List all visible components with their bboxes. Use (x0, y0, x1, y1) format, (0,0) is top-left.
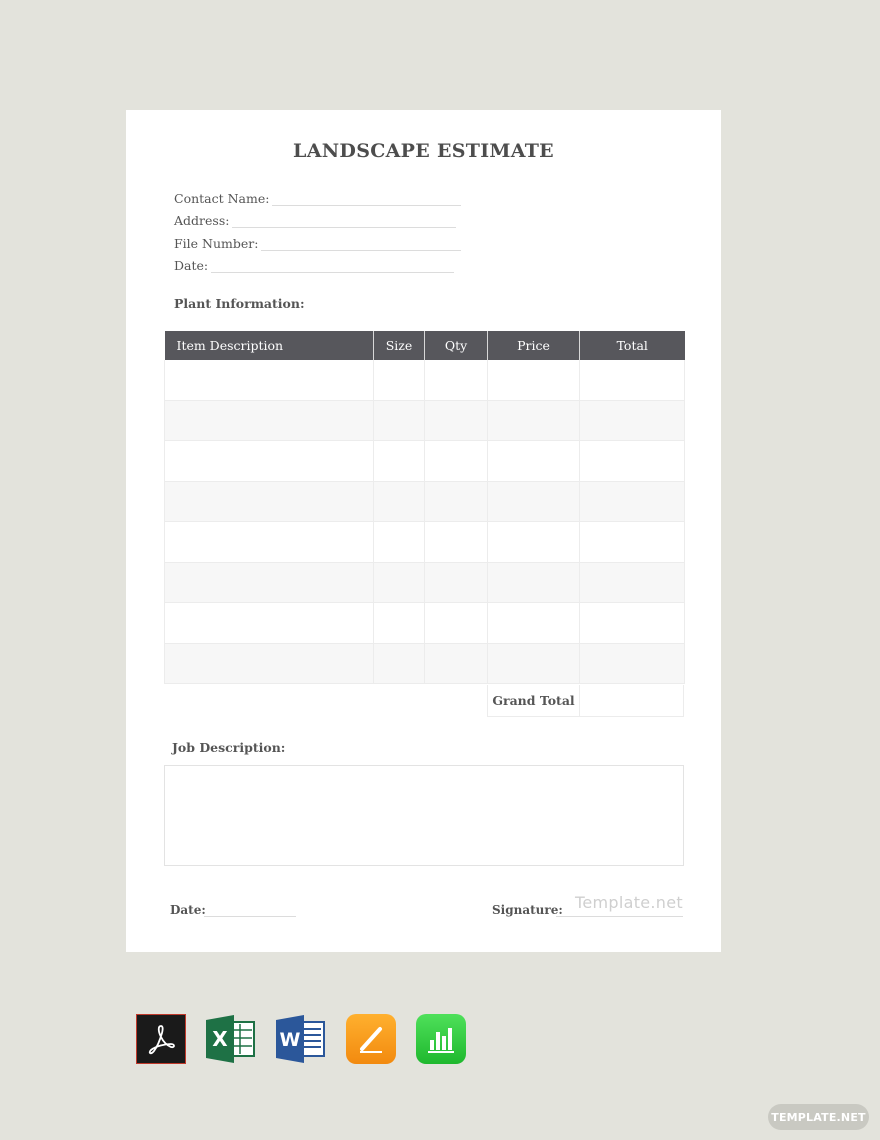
pages-pen-icon (354, 1022, 388, 1056)
date-field[interactable] (174, 255, 454, 273)
table-cell[interactable] (374, 441, 425, 482)
table-cell[interactable] (165, 400, 374, 441)
header-item-description: Item Description (165, 331, 374, 360)
table-cell[interactable] (580, 400, 685, 441)
table-cell[interactable] (425, 441, 488, 482)
table-cell[interactable] (165, 481, 374, 522)
table-cell[interactable] (374, 603, 425, 644)
document-page (126, 110, 721, 952)
table-cell[interactable] (488, 603, 580, 644)
contact-name-line[interactable] (272, 191, 461, 206)
table-cell[interactable] (488, 522, 580, 563)
table-cell[interactable] (488, 643, 580, 684)
table-row (165, 360, 685, 400)
table-cell[interactable] (488, 441, 580, 482)
template-net-watermark: Template.net (575, 893, 683, 912)
table-row (165, 643, 685, 684)
footer-date-label: Date: (170, 903, 206, 917)
document-title: LANDSCAPE ESTIMATE (293, 140, 554, 162)
apple-pages-icon[interactable] (346, 1014, 396, 1064)
table-header-row (165, 331, 685, 360)
table-cell[interactable] (488, 360, 580, 400)
table-cell[interactable] (165, 603, 374, 644)
header-price: Price (488, 331, 580, 360)
table-cell[interactable] (165, 522, 374, 563)
table-cell[interactable] (165, 360, 374, 400)
table-row (165, 562, 685, 603)
table-row (165, 603, 685, 644)
date-label: Date: (174, 258, 209, 273)
table-cell[interactable] (425, 643, 488, 684)
footer-date-line[interactable] (204, 915, 296, 917)
microsoft-word-icon[interactable] (276, 1014, 326, 1064)
contact-name-field[interactable] (174, 188, 461, 206)
table-cell[interactable] (425, 603, 488, 644)
date-line[interactable] (211, 258, 454, 273)
contact-name-label: Contact Name: (174, 191, 270, 206)
format-icons (136, 1014, 466, 1064)
table-cell[interactable] (488, 481, 580, 522)
job-description-label: Job Description: (172, 740, 286, 755)
address-field[interactable] (174, 210, 456, 228)
template-net-badge[interactable]: TEMPLATE.NET (768, 1104, 869, 1130)
word-glyph-icon (276, 1014, 326, 1064)
table-cell[interactable] (425, 562, 488, 603)
table-cell[interactable] (374, 522, 425, 563)
table-cell[interactable] (374, 643, 425, 684)
table-cell[interactable] (165, 441, 374, 482)
table-cell[interactable] (488, 400, 580, 441)
table-cell[interactable] (488, 562, 580, 603)
file-number-field[interactable] (174, 233, 461, 251)
excel-glyph-icon (206, 1014, 256, 1064)
file-number-line[interactable] (261, 236, 461, 251)
svg-text:X: X (212, 1027, 228, 1051)
table-row (165, 400, 685, 441)
file-number-label: File Number: (174, 236, 259, 251)
plant-information-label: Plant Information: (174, 296, 305, 311)
items-table (164, 331, 685, 684)
table-cell[interactable] (374, 562, 425, 603)
table-cell[interactable] (374, 400, 425, 441)
footer-signature-line[interactable] (556, 915, 683, 917)
grand-total-row (487, 685, 684, 717)
footer-signature-label: Signature: (492, 903, 563, 917)
grand-total-value[interactable] (579, 685, 684, 717)
job-description-box[interactable] (164, 765, 684, 866)
microsoft-excel-icon[interactable] (206, 1014, 256, 1064)
numbers-bars-icon (424, 1022, 458, 1056)
table-cell[interactable] (580, 562, 685, 603)
table-cell[interactable] (165, 643, 374, 684)
table-cell[interactable] (580, 643, 685, 684)
table-row (165, 481, 685, 522)
table-cell[interactable] (165, 562, 374, 603)
table-row (165, 522, 685, 563)
acrobat-glyph-icon (144, 1022, 178, 1056)
table-cell[interactable] (580, 522, 685, 563)
table-cell[interactable] (580, 441, 685, 482)
table-cell[interactable] (374, 360, 425, 400)
adobe-acrobat-pdf-icon[interactable] (136, 1014, 186, 1064)
table-cell[interactable] (580, 360, 685, 400)
table-cell[interactable] (580, 603, 685, 644)
table-cell[interactable] (425, 522, 488, 563)
address-line[interactable] (232, 213, 456, 228)
header-size: Size (374, 331, 425, 360)
address-label: Address: (174, 213, 230, 228)
header-qty: Qty (425, 331, 488, 360)
svg-text:W: W (279, 1029, 301, 1051)
table-cell[interactable] (580, 481, 685, 522)
grand-total-label: Grand Total (487, 685, 579, 717)
table-cell[interactable] (425, 400, 488, 441)
table-cell[interactable] (374, 481, 425, 522)
table-cell[interactable] (425, 360, 488, 400)
table-cell[interactable] (425, 481, 488, 522)
apple-numbers-icon[interactable] (416, 1014, 466, 1064)
header-total: Total (580, 331, 685, 360)
table-row (165, 441, 685, 482)
